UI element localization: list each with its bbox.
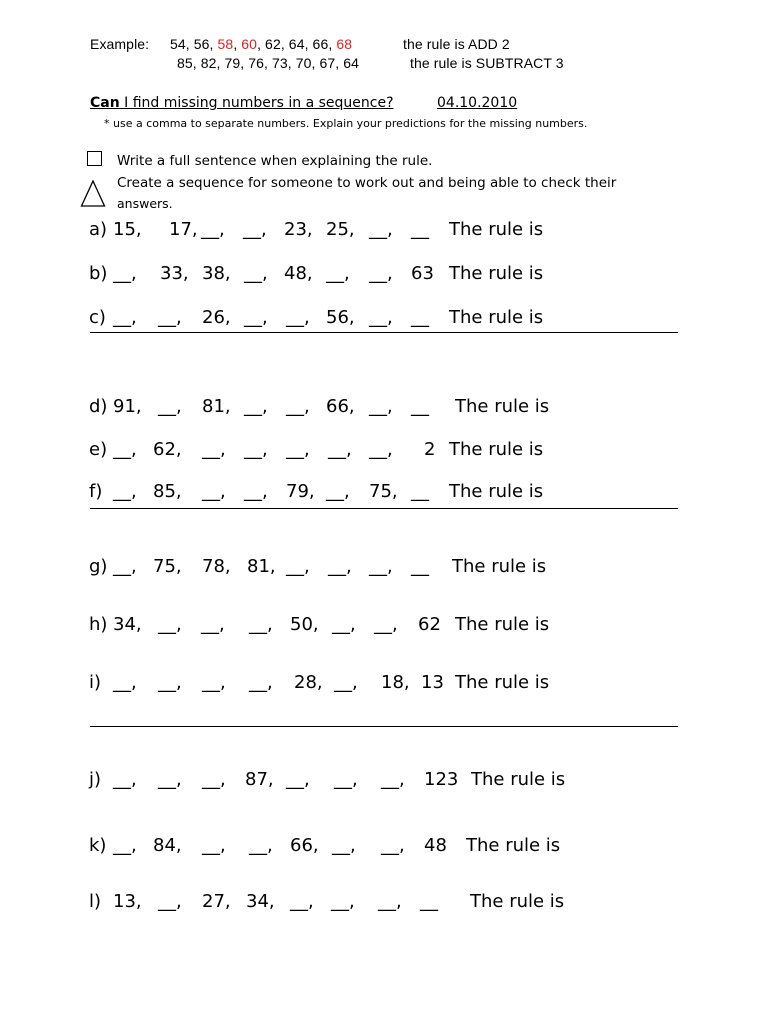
answer-blank[interactable]: __,: [158, 769, 182, 790]
sequence-term: 50,: [290, 614, 319, 635]
question-b: [0, 263, 768, 289]
question-label: j): [89, 769, 102, 790]
answer-blank[interactable]: __,: [243, 219, 267, 240]
rule-prompt: The rule is: [452, 556, 547, 577]
question-label: d): [89, 396, 108, 417]
answer-blank[interactable]: __: [411, 396, 429, 417]
answer-blank[interactable]: __,: [158, 396, 182, 417]
example-rule-2: the rule is SUBTRACT 3: [410, 55, 564, 71]
sequence-term: 13: [421, 672, 444, 693]
answer-blank[interactable]: __,: [328, 439, 352, 460]
answer-blank[interactable]: __,: [326, 263, 350, 284]
question-f: [0, 481, 768, 507]
question-label: k): [89, 835, 107, 856]
question-label: l): [89, 891, 102, 912]
answer-blank[interactable]: __,: [331, 891, 355, 912]
sequence-term: 75,: [153, 556, 182, 577]
answer-blank[interactable]: __,: [202, 672, 226, 693]
answer-blank[interactable]: __,: [286, 769, 310, 790]
sequence-term: 17,: [169, 219, 198, 240]
answer-blank[interactable]: __,: [158, 891, 182, 912]
answer-blank[interactable]: __: [411, 307, 429, 328]
answer-blank[interactable]: __,: [113, 307, 137, 328]
worksheet-date: 04.10.2010: [437, 95, 518, 111]
example-sequence-2: 85, 82, 79, 76, 73, 70, 67, 64: [177, 55, 360, 71]
answer-blank[interactable]: __,: [374, 614, 398, 635]
learning-objective: [90, 95, 394, 111]
rule-prompt: The rule is: [449, 219, 544, 240]
answer-blank[interactable]: __,: [201, 219, 225, 240]
answer-blank[interactable]: __,: [286, 307, 310, 328]
answer-blank[interactable]: __,: [113, 556, 137, 577]
heading-question: I find missing numbers in a sequence?: [119, 95, 394, 111]
task-triangle-text-1: Create a sequence for someone to work out and being able to check their: [117, 175, 617, 191]
rule-prompt: The rule is: [449, 263, 544, 284]
answer-blank[interactable]: __,: [113, 672, 137, 693]
question-h: [0, 614, 768, 640]
sequence-term: 23,: [284, 219, 313, 240]
example-term: ,: [233, 36, 242, 52]
divider-line: [90, 726, 678, 727]
heading-can: Can: [90, 95, 120, 111]
question-e: [0, 439, 768, 465]
sequence-term: 38,: [202, 263, 231, 284]
sequence-term: 27,: [202, 891, 231, 912]
question-j: [0, 769, 768, 795]
example-highlighted-term: 68: [336, 36, 353, 52]
sequence-term: 62: [418, 614, 441, 635]
example-highlighted-term: 58: [217, 36, 234, 52]
task-triangle-text-2: answers.: [117, 196, 173, 211]
sequence-term: 66,: [326, 396, 355, 417]
task-square-text: Write a full sentence when explaining the rule.: [117, 153, 433, 169]
sequence-term: 62,: [153, 439, 182, 460]
question-label: c): [89, 307, 106, 328]
sequence-term: 34,: [113, 614, 142, 635]
rule-prompt: The rule is: [466, 835, 561, 856]
answer-blank[interactable]: __,: [202, 835, 226, 856]
sequence-term: 66,: [290, 835, 319, 856]
answer-blank[interactable]: __,: [332, 614, 356, 635]
answer-blank[interactable]: __,: [202, 769, 226, 790]
sequence-term: 75,: [369, 481, 398, 502]
rule-prompt: The rule is: [471, 769, 566, 790]
rule-prompt: The rule is: [455, 396, 550, 417]
sequence-term: 15,: [113, 219, 142, 240]
sequence-term: 91,: [113, 396, 142, 417]
sequence-term: 123: [424, 769, 459, 790]
sequence-term: 87,: [245, 769, 274, 790]
sequence-term: 33,: [160, 263, 189, 284]
rule-prompt: The rule is: [449, 439, 544, 460]
instruction-note: * use a comma to separate numbers. Explain your predictions for the missing numbers.: [104, 117, 588, 130]
answer-blank[interactable]: __,: [113, 481, 137, 502]
question-label: a): [89, 219, 108, 240]
answer-blank[interactable]: __,: [202, 481, 226, 502]
sequence-term: 18,: [381, 672, 410, 693]
example-rule-1: the rule is ADD 2: [403, 36, 510, 52]
answer-blank[interactable]: __,: [249, 835, 273, 856]
question-d: [0, 396, 768, 422]
square-checkbox-icon: [87, 151, 102, 166]
answer-blank[interactable]: __,: [369, 219, 393, 240]
answer-blank[interactable]: __,: [378, 891, 402, 912]
answer-blank[interactable]: __,: [244, 396, 268, 417]
answer-blank[interactable]: __,: [328, 556, 352, 577]
divider-line: [90, 508, 678, 509]
question-label: g): [89, 556, 108, 577]
rule-prompt: The rule is: [455, 614, 550, 635]
answer-blank[interactable]: __,: [290, 891, 314, 912]
answer-blank[interactable]: __,: [244, 307, 268, 328]
answer-blank[interactable]: __: [411, 556, 429, 577]
sequence-term: 56,: [326, 307, 355, 328]
question-g: [0, 556, 768, 582]
answer-blank[interactable]: __,: [249, 672, 273, 693]
sequence-term: 13,: [113, 891, 142, 912]
answer-blank[interactable]: __,: [326, 481, 350, 502]
triangle-icon: [80, 180, 106, 208]
example-term: 56,: [193, 36, 218, 52]
sequence-term: 2: [424, 439, 436, 460]
answer-blank[interactable]: __,: [249, 614, 273, 635]
sequence-term: 78,: [202, 556, 231, 577]
sequence-term: 25,: [326, 219, 355, 240]
sequence-term: 34,: [246, 891, 275, 912]
question-a: [0, 219, 768, 245]
answer-blank[interactable]: __: [411, 219, 429, 240]
rule-prompt: The rule is: [455, 672, 550, 693]
answer-blank[interactable]: __,: [334, 769, 358, 790]
answer-blank[interactable]: __,: [286, 439, 310, 460]
answer-blank[interactable]: __,: [332, 835, 356, 856]
example-term: 54,: [170, 36, 194, 52]
question-label: b): [89, 263, 108, 284]
sequence-term: 48: [424, 835, 447, 856]
answer-blank[interactable]: __,: [244, 481, 268, 502]
answer-blank[interactable]: __,: [244, 439, 268, 460]
answer-blank[interactable]: __,: [202, 439, 226, 460]
answer-blank[interactable]: __,: [158, 307, 182, 328]
answer-blank[interactable]: __,: [369, 263, 393, 284]
answer-blank[interactable]: __,: [381, 835, 405, 856]
answer-blank[interactable]: __,: [113, 769, 137, 790]
divider-line: [90, 332, 678, 333]
question-k: [0, 835, 768, 861]
question-label: h): [89, 614, 108, 635]
answer-blank[interactable]: __,: [201, 614, 225, 635]
answer-blank[interactable]: __,: [369, 307, 393, 328]
answer-blank[interactable]: __,: [369, 396, 393, 417]
answer-blank[interactable]: __,: [158, 614, 182, 635]
answer-blank[interactable]: __,: [381, 769, 405, 790]
sequence-term: 81,: [247, 556, 276, 577]
answer-blank[interactable]: __,: [113, 835, 137, 856]
answer-blank[interactable]: __,: [286, 556, 310, 577]
question-label: e): [89, 439, 108, 460]
sequence-term: 81,: [202, 396, 231, 417]
sequence-term: 28,: [294, 672, 323, 693]
question-label: f): [89, 481, 103, 502]
question-c: [0, 307, 768, 333]
question-label: i): [89, 672, 102, 693]
example-term: , 62, 64, 66,: [257, 36, 337, 52]
example-sequence-1: [170, 36, 352, 52]
sequence-term: 85,: [153, 481, 182, 502]
answer-blank[interactable]: __,: [286, 396, 310, 417]
sequence-term: 48,: [284, 263, 313, 284]
example-highlighted-term: 60: [241, 36, 258, 52]
sequence-term: 84,: [153, 835, 182, 856]
question-i: [0, 672, 768, 698]
rule-prompt: The rule is: [449, 481, 544, 502]
answer-blank[interactable]: __,: [369, 556, 393, 577]
question-l: [0, 891, 768, 917]
sequence-term: 26,: [202, 307, 231, 328]
answer-blank[interactable]: __: [420, 891, 438, 912]
answer-blank[interactable]: __,: [334, 672, 358, 693]
answer-blank[interactable]: __,: [113, 263, 137, 284]
answer-blank[interactable]: __,: [369, 439, 393, 460]
sequence-term: 79,: [286, 481, 315, 502]
answer-blank[interactable]: __,: [244, 263, 268, 284]
sequence-term: 63: [411, 263, 434, 284]
rule-prompt: The rule is: [470, 891, 565, 912]
rule-prompt: The rule is: [449, 307, 544, 328]
example-label: Example:: [90, 36, 150, 52]
answer-blank[interactable]: __: [411, 481, 429, 502]
answer-blank[interactable]: __,: [158, 672, 182, 693]
answer-blank[interactable]: __,: [113, 439, 137, 460]
